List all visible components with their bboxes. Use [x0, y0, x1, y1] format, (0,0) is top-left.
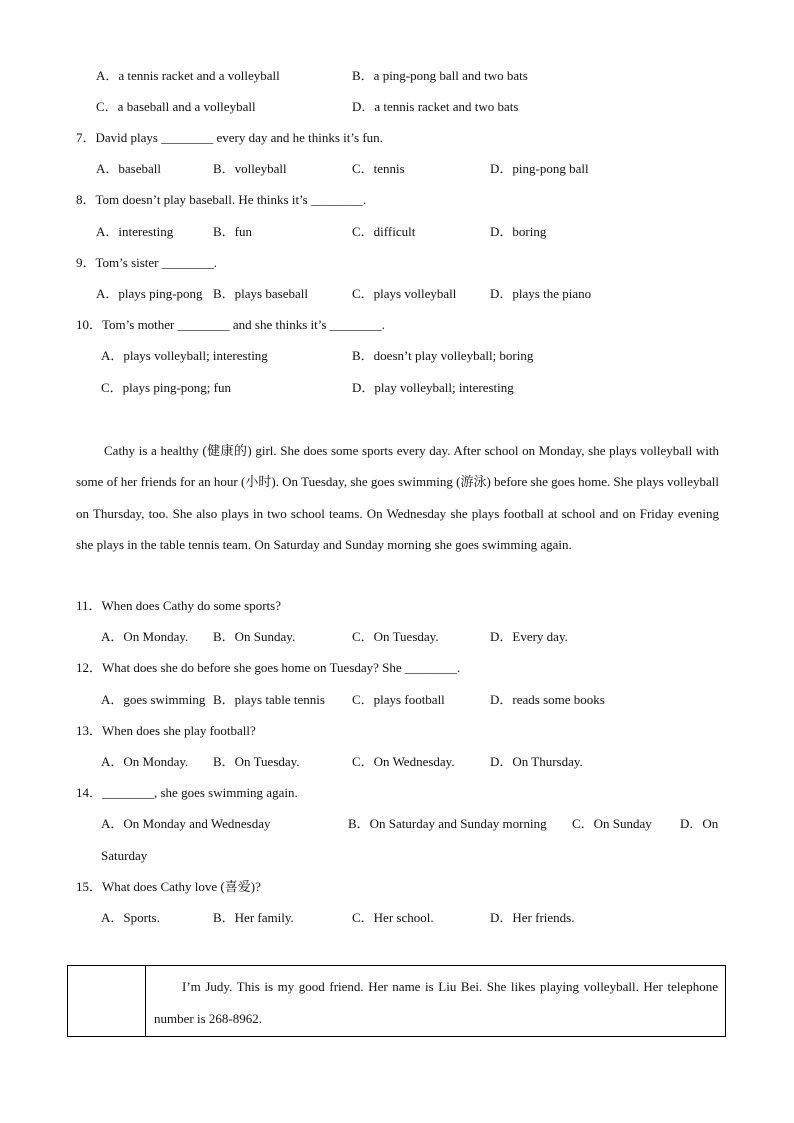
table-empty-cell: [68, 966, 146, 1036]
q8-option-a: A．interesting: [96, 224, 174, 239]
q7-option-b: B．volleyball: [213, 161, 287, 176]
q15-option-c: C．Her school.: [352, 910, 434, 925]
q9-option-a: A．plays ping-pong: [96, 286, 203, 301]
q12-option-c: C．plays football: [352, 692, 445, 707]
q8-option-b: B．fun: [213, 224, 253, 239]
q11-option-b: B．On Sunday.: [213, 629, 296, 644]
q11-option-d: D．Every day.: [490, 629, 568, 644]
q7-option-a: A．baseball: [96, 161, 161, 176]
q15-option-d: D．Her friends.: [490, 910, 575, 925]
q15-option-b: B．Her family.: [213, 910, 294, 925]
q14-option-b: B．On Saturday and Sunday morning: [348, 816, 547, 831]
q7-option-d: D．ping-pong ball: [490, 161, 589, 176]
q11-question: 11．When does Cathy do some sports?: [76, 598, 281, 613]
q13-option-a: A．On Monday.: [101, 754, 189, 769]
q14-option-d: D．On: [680, 816, 719, 831]
q13-option-c: C．On Wednesday.: [352, 754, 455, 769]
q6-option-c: C．a baseball and a volleyball: [96, 99, 256, 114]
q13-question: 13．When does she play football?: [76, 723, 256, 738]
q12-option-d: D．reads some books: [490, 692, 605, 707]
q7-question: 7．David plays ________ every day and he thinks it’s fun.: [76, 130, 383, 145]
q10-option-d: D．play volleyball; interesting: [352, 380, 514, 395]
q10-option-c: C．plays ping-pong; fun: [101, 380, 231, 395]
q13-option-d: D．On Thursday.: [490, 754, 583, 769]
q6-option-b: B．a ping-pong ball and two bats: [352, 68, 528, 83]
q15-option-a: A．Sports.: [101, 910, 160, 925]
q8-question: 8．Tom doesn’t play baseball. He thinks it’s ________.: [76, 192, 367, 207]
q8-option-d: D．boring: [490, 224, 547, 239]
q15-question: 15．What does Cathy love (喜爱)?: [76, 879, 261, 894]
table-text-cell: [154, 971, 718, 1035]
q14-option-c: C．On Sunday: [572, 816, 652, 831]
table-text: I’m Judy. This is my good friend. Her name is Liu Bei. She likes playing volleyball. Her telephone number is 268-8962.: [154, 979, 718, 1026]
q12-option-b: B．plays table tennis: [213, 692, 325, 707]
q10-question: 10．Tom’s mother ________ and she thinks it’s ________.: [76, 317, 385, 332]
q14-question: 14．________, she goes swimming again.: [76, 785, 298, 800]
q11-option-a: A．On Monday.: [101, 629, 189, 644]
q13-option-b: B．On Tuesday.: [213, 754, 300, 769]
passage-text: Cathy is a healthy (健康的) girl. She does some sports every day. After school on Monday, she plays volleyball with some of her friends for an hour (小时). On Tuesday, she goes swimming (游泳) before she goes home. She plays volleyball on Thursday, too. She also plays in two school teams. On Wednesday she plays football at school and on Friday evening she plays in the table tennis team. On Saturday and Sunday morning she goes swimming again.: [76, 443, 719, 552]
q14-option-a: A．On Monday and Wednesday: [101, 816, 271, 831]
reading-passage: [76, 435, 719, 560]
q9-option-d: D．plays the piano: [490, 286, 592, 301]
q7-option-c: C．tennis: [352, 161, 405, 176]
q9-option-c: C．plays volleyball: [352, 286, 457, 301]
q10-option-b: B．doesn’t play volleyball; boring: [352, 348, 534, 363]
q6-option-d: D．a tennis racket and two bats: [352, 99, 519, 114]
q11-option-c: C．On Tuesday.: [352, 629, 439, 644]
info-table: [67, 965, 726, 1037]
q14-option-d-continued: Saturday: [101, 848, 148, 863]
q9-option-b: B．plays baseball: [213, 286, 308, 301]
q12-question: 12．What does she do before she goes home on Tuesday? She ________.: [76, 660, 461, 675]
q6-option-a: A．a tennis racket and a volleyball: [96, 68, 280, 83]
q12-option-a: A．goes swimming: [101, 692, 206, 707]
q8-option-c: C．difficult: [352, 224, 416, 239]
q10-option-a: A．plays volleyball; interesting: [101, 348, 268, 363]
q9-question: 9．Tom’s sister ________.: [76, 255, 218, 270]
